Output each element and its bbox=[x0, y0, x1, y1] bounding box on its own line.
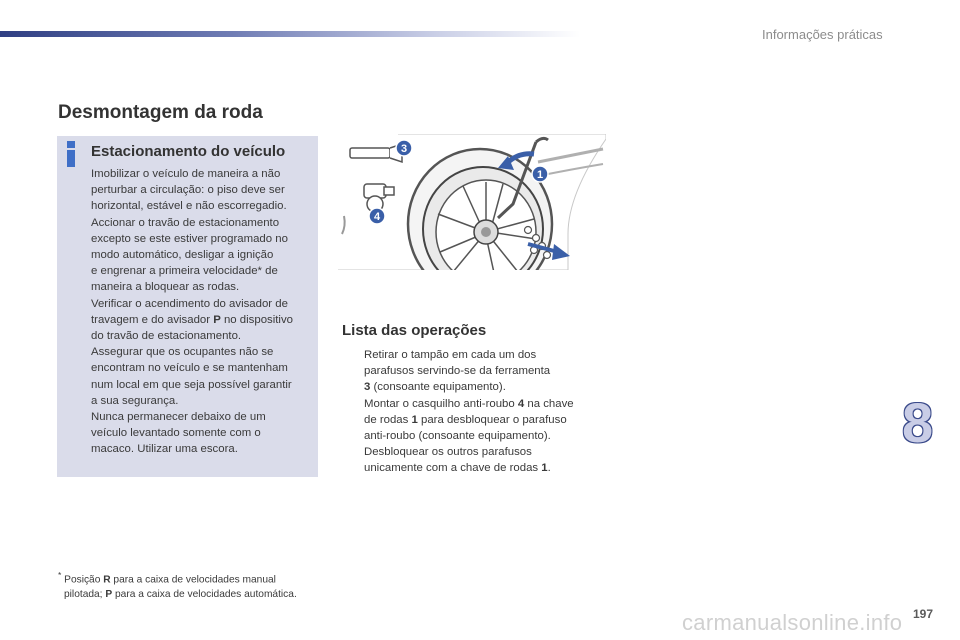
header-gradient-bar bbox=[0, 31, 580, 37]
info-line: excepto se este estiver programado no bbox=[91, 232, 288, 245]
info-line: Assegurar que os ocupantes não se bbox=[91, 346, 274, 359]
watermark: carmanualsonline.info bbox=[682, 610, 903, 635]
svg-text:1: 1 bbox=[536, 169, 544, 181]
chapter-number: 8 bbox=[902, 391, 934, 454]
svg-text:3: 3 bbox=[400, 143, 408, 155]
info-line: perturbar a circulação: o piso deve ser bbox=[91, 184, 285, 197]
info-line: travagem e do avisador P no dispositivo bbox=[91, 313, 293, 326]
info-icon bbox=[66, 141, 76, 167]
wheel-removal-illustration bbox=[338, 134, 606, 270]
list-item: Retirar o tampão em cada um dos parafusos servindo-se da ferramenta 3 (consoante equipamento). bbox=[364, 349, 551, 394]
info-line: do travão de estacionamento. bbox=[91, 330, 242, 343]
callout-4 bbox=[369, 208, 385, 224]
info-line: Imobilizar o veículo de maneira a não bbox=[91, 168, 281, 180]
info-line: Nunca permanecer debaixo de um bbox=[91, 411, 266, 424]
svg-text:4: 4 bbox=[373, 211, 381, 223]
info-line: a sua segurança. bbox=[91, 394, 179, 407]
operations-list bbox=[342, 347, 602, 477]
info-line: encontram no veículo e se mantenham bbox=[91, 362, 288, 375]
callout-1 bbox=[532, 166, 548, 182]
callout-3 bbox=[396, 140, 412, 156]
info-line: e engrenar a primeira velocidade* de bbox=[91, 265, 278, 278]
info-line: Verificar o acendimento do avisador de bbox=[91, 297, 288, 310]
section-name: Informações práticas bbox=[762, 27, 883, 42]
info-line: macaco. Utilizar uma escora. bbox=[91, 443, 238, 456]
list-item: Montar o casquilho anti-roubo 4 na chave de rodas 1 para desbloquear o parafuso anti-roubo (consoante equipamento). bbox=[364, 397, 574, 443]
info-line: veículo levantado somente com o bbox=[91, 427, 261, 440]
info-line: horizontal, estável e não escorregadio. bbox=[91, 200, 287, 213]
list-item: Desbloquear os outros parafusos unicamente com a chave de rodas 1. bbox=[364, 446, 551, 475]
page-number: 197 bbox=[913, 607, 934, 621]
info-line: maneira a bloquear as rodas. bbox=[91, 281, 240, 294]
info-line: num local em que seja possível garantir bbox=[91, 378, 292, 391]
info-line: Accionar o travão de estacionamento bbox=[91, 216, 280, 229]
footnote: * Posição R para a caixa de velocidades manual pilotada; P para a caixa de velocidades automática. bbox=[58, 570, 297, 601]
info-box-title: Estacionamento do veículo bbox=[91, 143, 286, 160]
info-line: modo automático, desligar a ignição bbox=[91, 249, 274, 262]
page-title: Desmontagem da roda bbox=[58, 102, 263, 123]
operations-title: Lista das operações bbox=[342, 322, 487, 339]
info-box-text bbox=[91, 166, 313, 458]
